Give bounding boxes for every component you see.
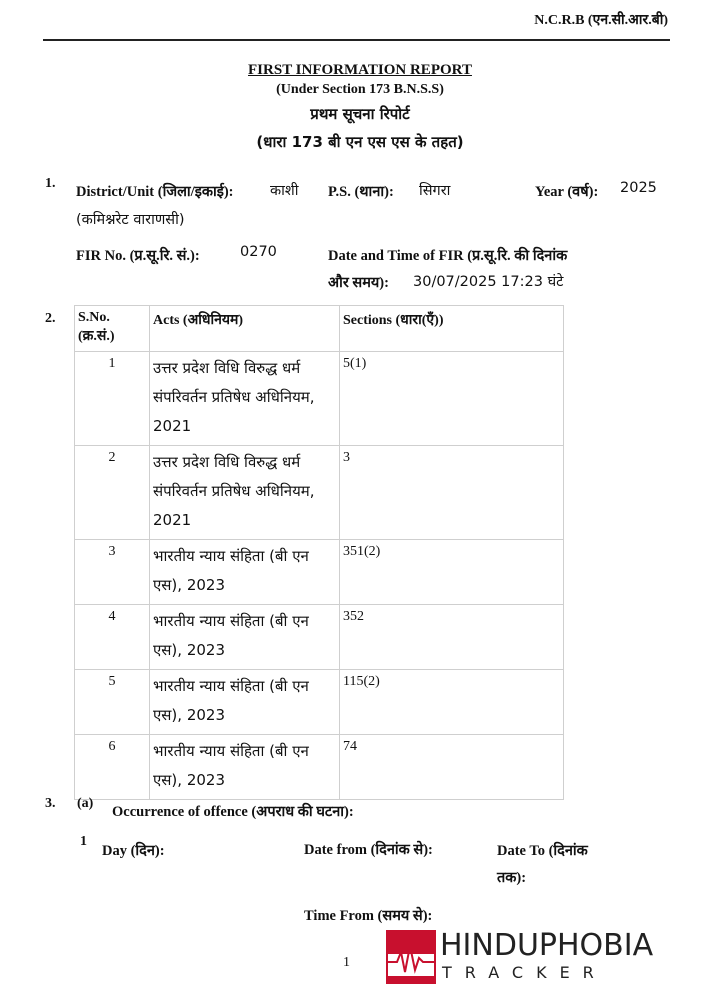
ncrb-code: N.C.R.B (एन.सी.आर.बी) [534, 13, 668, 28]
acts-header: Acts (अधिनियम) [150, 306, 340, 352]
section-3-number: 3. [45, 796, 56, 811]
fir-datetime-label-line2: और समय): [328, 275, 389, 291]
occurrence-label: Occurrence of offence (अपराध की घटना): [112, 804, 354, 820]
table-row [75, 605, 564, 670]
row-act: भारतीय न्याय संहिता (बी एन एस), 2023 [150, 670, 340, 735]
row-act: उत्तर प्रदेश विधि विरुद्ध धर्म संपरिवर्तन प्रतिषेध अधिनियम, 2021 [150, 352, 340, 446]
row-act: भारतीय न्याय संहिता (बी एन एस), 2023 [150, 605, 340, 670]
row-act: भारतीय न्याय संहिता (बी एन एस), 2023 [150, 735, 340, 800]
row-section: 115(2) [340, 670, 564, 735]
police-station-label: P.S. (थाना): [328, 184, 394, 200]
table-row [75, 735, 564, 800]
table-row [75, 540, 564, 605]
section-2-number: 2. [45, 311, 56, 326]
report-title: FIRST INFORMATION REPORT [248, 62, 472, 78]
report-subtitle-hindi: (धारा 173 बी एन एस एस के तहत) [256, 133, 464, 151]
district-value: काशी [270, 183, 299, 199]
date-to-label: Date To (दिनांक [497, 843, 588, 859]
district-label: District/Unit (जिला/इकाई): [76, 184, 234, 200]
year-value: 2025 [620, 180, 657, 196]
sections-header: Sections (धारा(एँ)) [340, 306, 564, 352]
row-sno: 4 [75, 605, 150, 670]
report-subtitle: (Under Section 173 B.N.S.S) [276, 82, 444, 97]
page-number: 1 [343, 955, 350, 970]
sno-header: S.No. (क्र.सं.) [75, 306, 150, 352]
row-sno: 2 [75, 446, 150, 540]
row-sno: 3 [75, 540, 150, 605]
fir-number-value: 0270 [240, 244, 277, 260]
section-1-number: 1. [45, 176, 56, 191]
row-sno: 1 [75, 352, 150, 446]
row-section: 74 [340, 735, 564, 800]
section-3a-label: (a) [77, 796, 94, 811]
table-row [75, 670, 564, 735]
row-sno: 5 [75, 670, 150, 735]
row-sno: 6 [75, 735, 150, 800]
acts-sections-table [74, 305, 564, 800]
table-row [75, 352, 564, 446]
table-header-row [75, 306, 564, 352]
row-section: 351(2) [340, 540, 564, 605]
row-act: भारतीय न्याय संहिता (बी एन एस), 2023 [150, 540, 340, 605]
district-value-line2: (कमिश्नरेट वाराणसी) [76, 212, 185, 228]
row-section: 3 [340, 446, 564, 540]
year-label: Year (वर्ष): [535, 184, 599, 200]
row-act: उत्तर प्रदेश विधि विरुद्ध धर्म संपरिवर्तन प्रतिषेध अधिनियम, 2021 [150, 446, 340, 540]
table-row [75, 446, 564, 540]
fir-datetime-label: Date and Time of FIR (प्र.सू.रि. की दिनांक [328, 248, 568, 264]
item-number: 1 [80, 834, 87, 849]
date-from-label: Date from (दिनांक से): [304, 842, 433, 858]
fir-number-label: FIR No. (प्र.सू.रि. सं.): [76, 248, 200, 264]
heartbeat-icon [386, 930, 436, 984]
time-from-label: Time From (समय से): [304, 908, 433, 924]
row-section: 5(1) [340, 352, 564, 446]
police-station-value: सिगरा [419, 183, 451, 199]
date-to-label-line2: तक): [497, 870, 527, 886]
day-label: Day (दिन): [102, 843, 165, 859]
header-divider [43, 39, 670, 41]
logo-text-hinduphobia: HINDUPHOBIA [440, 928, 654, 963]
logo-text-tracker: TRACKER [442, 963, 607, 982]
fir-datetime-value: 30/07/2025 17:23 घंटे [413, 274, 564, 290]
row-section: 352 [340, 605, 564, 670]
report-title-hindi: प्रथम सूचना रिपोर्ट [310, 105, 410, 123]
